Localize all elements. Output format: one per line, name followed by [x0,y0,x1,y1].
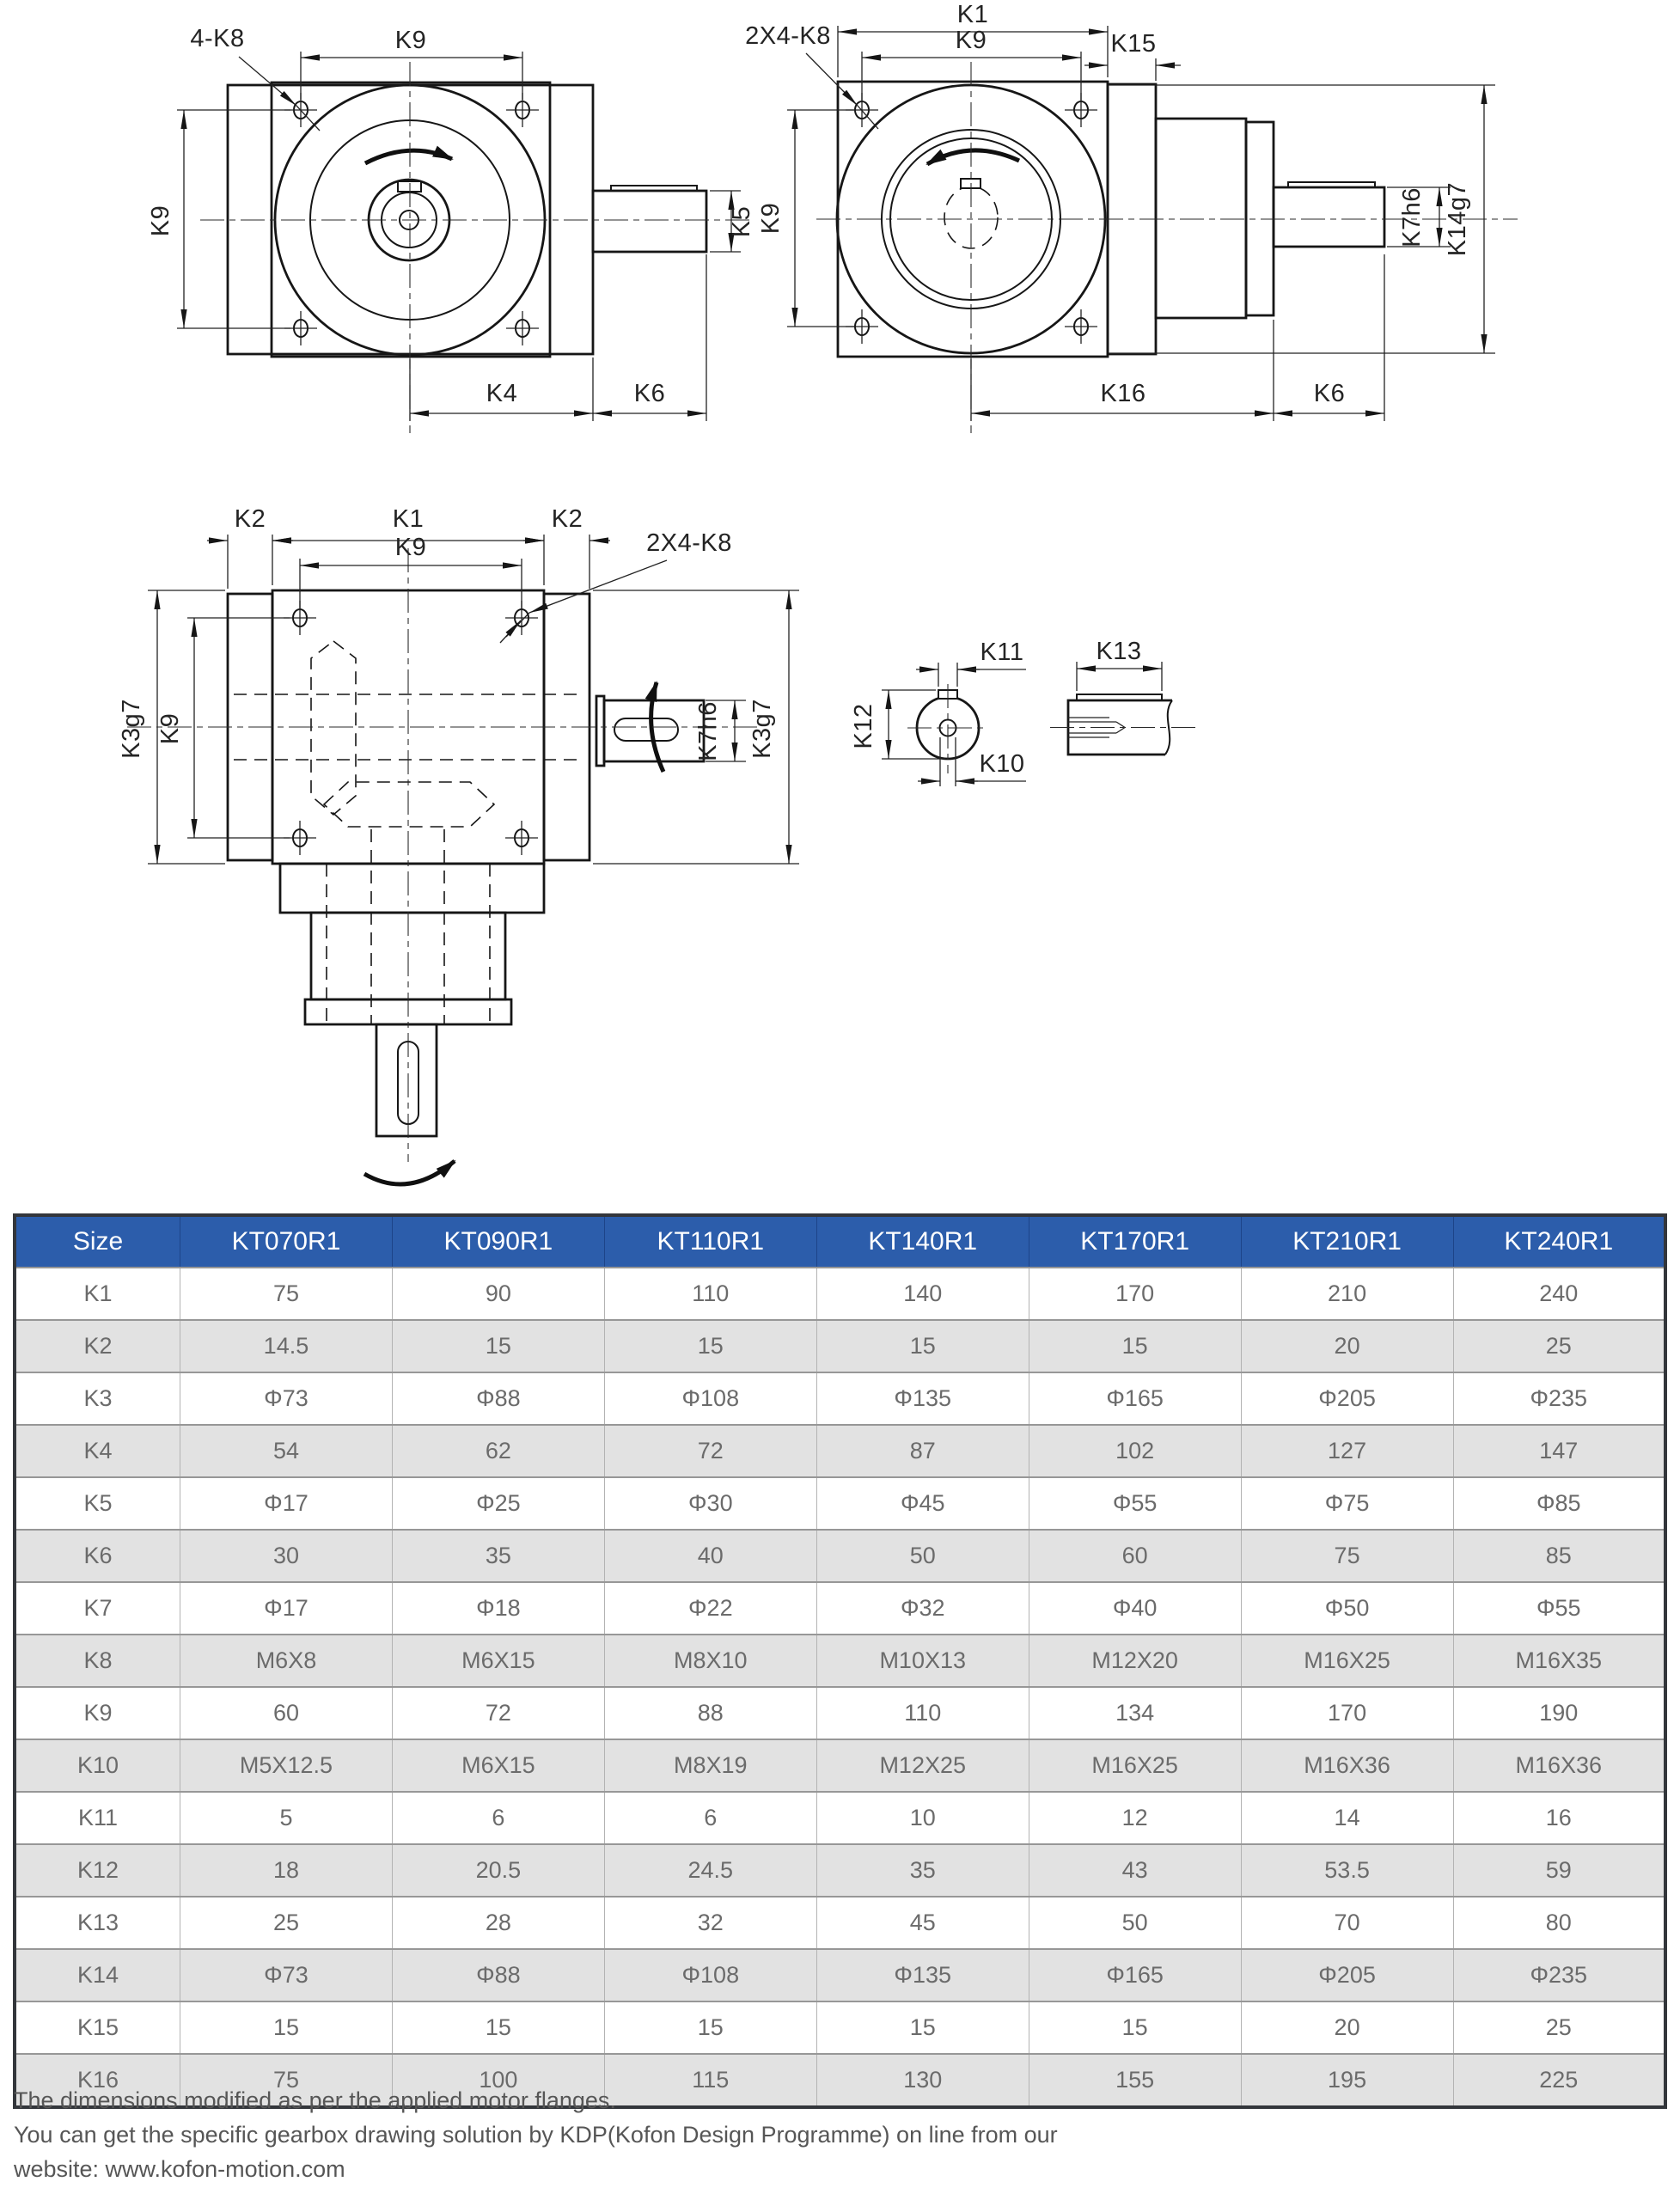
dim-label-k10: K10 [979,750,1025,778]
value-cell: 170 [1029,1268,1241,1320]
value-cell: 25 [180,1897,393,1949]
value-cell: Φ88 [392,1372,604,1425]
value-cell: 54 [180,1425,393,1477]
key-detail-outline [1068,694,1172,755]
table-row [15,1949,1665,2001]
model-column-header: KT240R1 [1453,1215,1665,1268]
value-cell: M8X19 [604,1739,816,1792]
table-row [15,1477,1665,1530]
value-cell: Φ22 [604,1582,816,1635]
value-cell: Φ18 [392,1582,604,1635]
shaft-end-detail [850,639,1026,786]
dim-label-k4: K4 [486,380,518,407]
value-cell: 20 [1241,1320,1453,1372]
value-cell: Φ85 [1453,1477,1665,1530]
value-cell: 14.5 [180,1320,393,1372]
table-row [15,1635,1665,1687]
value-cell: 130 [816,2054,1029,2107]
value-cell: 15 [1029,2001,1241,2054]
value-cell: M6X15 [392,1739,604,1792]
value-cell: 85 [1453,1530,1665,1582]
value-cell: 80 [1453,1897,1665,1949]
side-view [745,1,1518,433]
dim-label-k3g7-right: K3g7 [748,699,776,759]
value-cell: 110 [604,1268,816,1320]
value-cell: Φ235 [1453,1949,1665,2001]
dim-label-k12: K12 [850,703,877,749]
dim-label-k9-left: K9 [156,712,184,745]
value-cell: 15 [604,2001,816,2054]
value-cell: M16X36 [1241,1739,1453,1792]
value-cell: 15 [180,2001,393,2054]
value-cell: Φ165 [1029,1372,1241,1425]
value-cell: 170 [1241,1687,1453,1739]
size-cell: K8 [15,1635,180,1687]
size-cell: K11 [15,1792,180,1844]
table-row [15,2001,1665,2054]
dim-label-k9-top: K9 [394,534,427,561]
dim-label-k14g7: K14g7 [1444,181,1471,257]
model-column-header: KT170R1 [1029,1215,1241,1268]
size-cell: K4 [15,1425,180,1477]
value-cell: 14 [1241,1792,1453,1844]
value-cell: 72 [604,1425,816,1477]
dim-label-k13: K13 [1096,638,1142,665]
shaft-end-centerlines [907,684,988,773]
value-cell: 16 [1453,1792,1665,1844]
value-cell: M16X25 [1241,1635,1453,1687]
value-cell: 25 [1453,2001,1665,2054]
dim-label-k6: K6 [1313,380,1346,407]
model-column-header: KT110R1 [604,1215,816,1268]
value-cell: Φ135 [816,1372,1029,1425]
value-cell: 43 [1029,1844,1241,1897]
value-cell: Φ165 [1029,1949,1241,2001]
value-cell: 35 [392,1530,604,1582]
value-cell: M5X12.5 [180,1739,393,1792]
dim-label-k11: K11 [980,639,1024,666]
value-cell: Φ73 [180,1949,393,2001]
value-cell: 88 [604,1687,816,1739]
dim-label-k16: K16 [1100,380,1146,407]
size-cell: K12 [15,1844,180,1897]
value-cell: M8X10 [604,1635,816,1687]
value-cell: 12 [1029,1792,1241,1844]
dim-label-k2-left: K2 [234,505,266,533]
size-cell: K15 [15,2001,180,2054]
value-cell: Φ205 [1241,1372,1453,1425]
dim-label-k5: K5 [728,205,755,238]
value-cell: 15 [604,1320,816,1372]
value-cell: 30 [180,1530,393,1582]
value-cell: Φ32 [816,1582,1029,1635]
table-row [15,1844,1665,1897]
model-column-header: KT090R1 [392,1215,604,1268]
value-cell: Φ205 [1241,1949,1453,2001]
spec-table-header [15,1215,1665,1268]
value-cell: Φ30 [604,1477,816,1530]
value-cell: 75 [1241,1530,1453,1582]
value-cell: M12X20 [1029,1635,1241,1687]
value-cell: 5 [180,1792,393,1844]
bolt-note-label: 2X4-K8 [745,22,831,50]
value-cell: Φ25 [392,1477,604,1530]
value-cell: 15 [816,1320,1029,1372]
value-cell: M16X35 [1453,1635,1665,1687]
value-cell: Φ235 [1453,1372,1665,1425]
value-cell: 15 [1029,1320,1241,1372]
value-cell: Φ73 [180,1372,393,1425]
value-cell: 75 [180,1268,393,1320]
value-cell: Φ17 [180,1582,393,1635]
value-cell: 195 [1241,2054,1453,2107]
value-cell: 6 [392,1792,604,1844]
dim-label-k1: K1 [392,505,425,533]
value-cell: 50 [816,1530,1029,1582]
table-row [15,1530,1665,1582]
bolt-holes [284,601,538,855]
value-cell: 59 [1453,1844,1665,1897]
size-cell: K10 [15,1739,180,1792]
model-column-header: KT070R1 [180,1215,393,1268]
table-row [15,1425,1665,1477]
value-cell: 20.5 [392,1844,604,1897]
footer-line-3: website: www.kofon-motion.com [14,2156,345,2182]
dim-label-k7h6: K7h6 [1398,187,1426,248]
dim-label-k1: K1 [956,1,989,28]
value-cell: Φ108 [604,1372,816,1425]
value-cell: M16X25 [1029,1739,1241,1792]
value-cell: 87 [816,1425,1029,1477]
value-cell: 32 [604,1897,816,1949]
value-cell: 190 [1453,1687,1665,1739]
shaft-end-dimensions [850,639,1026,786]
footer-line-1: The dimensions modified as per the applied motor flanges. [14,2087,616,2113]
value-cell: 127 [1241,1425,1453,1477]
dim-label-k2-right: K2 [551,505,583,533]
dim-label-k3g7-left: K3g7 [118,699,145,759]
dim-label-k7h6: K7h6 [694,701,722,761]
value-cell: 50 [1029,1897,1241,1949]
value-cell: 15 [392,2001,604,2054]
dim-label-k9-left: K9 [147,205,174,237]
value-cell: 115 [604,2054,816,2107]
value-cell: Φ88 [392,1949,604,2001]
value-cell: 110 [816,1687,1029,1739]
value-cell: Φ55 [1453,1582,1665,1635]
footer-notes [14,2083,1058,2186]
model-column-header: KT140R1 [816,1215,1029,1268]
value-cell: 102 [1029,1425,1241,1477]
value-cell: 62 [392,1425,604,1477]
front-view-centerlines [200,62,751,433]
value-cell: M10X13 [816,1635,1029,1687]
key-detail-dimensions [1077,638,1162,691]
value-cell: 90 [392,1268,604,1320]
rotation-arrow-icon [927,150,1019,164]
value-cell: 45 [816,1897,1029,1949]
value-cell: 40 [604,1530,816,1582]
value-cell: 240 [1453,1268,1665,1320]
bolt-note-label: 4-K8 [190,25,245,52]
top-view-dimensions [118,505,799,864]
value-cell: Φ40 [1029,1582,1241,1635]
value-cell: 20 [1241,2001,1453,2054]
value-cell: 35 [816,1844,1029,1897]
value-cell: M12X25 [816,1739,1029,1792]
bolt-note-label: 2X4-K8 [646,529,732,557]
value-cell: 75 [180,2054,393,2107]
value-cell: Φ108 [604,1949,816,2001]
table-row [15,1268,1665,1320]
size-cell: K3 [15,1372,180,1425]
model-column-header: KT210R1 [1241,1215,1453,1268]
value-cell: 60 [180,1687,393,1739]
value-cell: M16X36 [1453,1739,1665,1792]
dim-label-k6: K6 [633,380,666,407]
value-cell: Φ75 [1241,1477,1453,1530]
bolt-holes [284,93,539,345]
size-cell: K16 [15,2054,180,2107]
value-cell: 15 [816,2001,1029,2054]
value-cell: M6X15 [392,1635,604,1687]
table-row [15,1372,1665,1425]
value-cell: 10 [816,1792,1029,1844]
dim-label-k9-top: K9 [394,27,427,54]
dim-label-k15: K15 [1110,30,1157,58]
value-cell: 18 [180,1844,393,1897]
spec-table [13,1213,1667,2109]
footer-line-2: You can get the specific gearbox drawing solution by KDP(Kofon Design Programme) on line from our [14,2122,1058,2148]
size-cell: K6 [15,1530,180,1582]
size-column-header: Size [15,1215,180,1268]
top-view-centerlines [127,548,760,1162]
table-row [15,1320,1665,1372]
size-cell: K14 [15,1949,180,2001]
value-cell: 134 [1029,1687,1241,1739]
rotation-arrow-icon [364,1161,455,1184]
value-cell: 225 [1453,2054,1665,2107]
value-cell: Φ55 [1029,1477,1241,1530]
table-row [15,1897,1665,1949]
value-cell: Φ50 [1241,1582,1453,1635]
value-cell: 28 [392,1897,604,1949]
value-cell: 72 [392,1687,604,1739]
size-cell: K9 [15,1687,180,1739]
table-row [15,1582,1665,1635]
dim-label-k9-left: K9 [757,202,785,235]
size-cell: K13 [15,1897,180,1949]
value-cell: 53.5 [1241,1844,1453,1897]
value-cell: Φ17 [180,1477,393,1530]
value-cell: 25 [1453,1320,1665,1372]
value-cell: 100 [392,2054,604,2107]
value-cell: Φ135 [816,1949,1029,2001]
value-cell: 155 [1029,2054,1241,2107]
front-view [147,25,755,433]
value-cell: M6X8 [180,1635,393,1687]
value-cell: 15 [392,1320,604,1372]
value-cell: 70 [1241,1897,1453,1949]
size-cell: K7 [15,1582,180,1635]
dim-label-k9-top: K9 [955,27,987,54]
value-cell: Φ45 [816,1477,1029,1530]
size-cell: K1 [15,1268,180,1320]
table-row [15,1687,1665,1739]
key-detail [1050,638,1196,755]
value-cell: 60 [1029,1530,1241,1582]
value-cell: 6 [604,1792,816,1844]
table-row [15,1739,1665,1792]
value-cell: 24.5 [604,1844,816,1897]
side-view-dimensions [745,1,1495,421]
size-cell: K5 [15,1477,180,1530]
rotation-arrow-icon [365,150,452,163]
value-cell: 210 [1241,1268,1453,1320]
value-cell: 147 [1453,1425,1665,1477]
top-view [118,505,799,1184]
value-cell: 140 [816,1268,1029,1320]
size-cell: K2 [15,1320,180,1372]
table-row [15,1792,1665,1844]
